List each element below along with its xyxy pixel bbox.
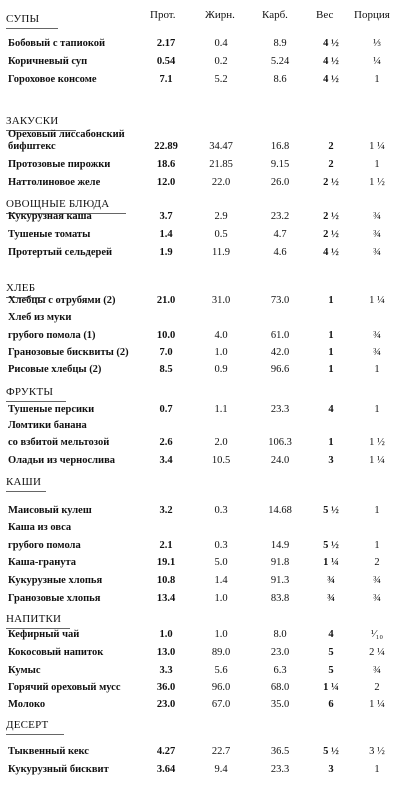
fat-value: 96.0	[211, 682, 231, 693]
fat-value: 1.1	[214, 404, 228, 415]
carbs-value: 61.0	[270, 330, 290, 341]
food-name: Тыквенный кекс	[8, 746, 89, 757]
portion-value: ¾	[373, 247, 381, 258]
table-row	[0, 454, 401, 468]
protein-value: 8.5	[159, 364, 173, 375]
weight-value: 2	[328, 159, 334, 170]
protein-value: 1.0	[159, 629, 173, 640]
fat-value: 1.4	[214, 575, 228, 586]
fat-value: 2.9	[214, 211, 228, 222]
food-name: Кукурузный бисквит	[8, 764, 109, 775]
fat-value: 2.0	[214, 437, 228, 448]
carbs-value: 8.6	[273, 74, 287, 85]
weight-value: 2	[328, 141, 334, 152]
food-name: Хлеб из муки	[8, 312, 72, 323]
table-row	[0, 592, 401, 606]
protein-value: 13.4	[156, 593, 176, 604]
carbs-value: 23.3	[270, 404, 290, 415]
table-row	[0, 664, 401, 678]
portion-value: 1	[374, 404, 380, 415]
section-title: СУПЫ	[6, 13, 40, 25]
portion-value: ¾	[373, 665, 381, 676]
weight-value: 1	[328, 364, 334, 375]
fat-value: 0.9	[214, 364, 228, 375]
carbs-value: 4.6	[273, 247, 287, 258]
weight-value: 5 ½	[323, 746, 339, 757]
food-name: Кукурузные хлопья	[8, 575, 103, 586]
weight-value: ¾	[327, 593, 335, 604]
protein-value: 10.8	[156, 575, 176, 586]
food-name: Гранозовые хлопья	[8, 593, 101, 604]
weight-value: 1	[328, 330, 334, 341]
weight-value: 2 ½	[323, 211, 339, 222]
portion-value: 1 ¼	[369, 699, 385, 710]
section-title: ДЕСЕРТ	[6, 719, 49, 731]
food-name: Протертый сельдерей	[8, 247, 113, 258]
fat-value: 22.7	[211, 746, 231, 757]
protein-value: 7.1	[159, 74, 173, 85]
table-row	[0, 329, 401, 343]
table-row	[0, 646, 401, 660]
section-title: ФРУКТЫ	[6, 386, 54, 398]
weight-value: 1	[328, 347, 334, 358]
carbs-value: 73.0	[270, 295, 290, 306]
portion-value: 1	[374, 364, 380, 375]
carbs-value: 14.68	[268, 505, 292, 516]
section-title: НАПИТКИ	[6, 613, 62, 625]
portion-value: ¾	[373, 593, 381, 604]
weight-value: 6	[328, 699, 334, 710]
fat-value: 11.9	[212, 247, 230, 258]
protein-value: 13.0	[156, 647, 176, 658]
food-name: Кокосовый напиток	[8, 647, 104, 658]
protein-value: 3.4	[159, 455, 173, 466]
column-header-portion: Порция	[354, 9, 390, 21]
portion-value: 1	[374, 764, 380, 775]
carbs-value: 96.6	[270, 364, 290, 375]
food-name: Бобовый с тапиокой	[8, 38, 106, 49]
section-title: КАШИ	[6, 476, 42, 488]
protein-value: 3.7	[159, 211, 173, 222]
food-name: Наттолиновое желе	[8, 177, 101, 188]
column-header-protein: Прот.	[150, 9, 176, 21]
table-row	[0, 681, 401, 695]
portion-value: 1 ½	[369, 177, 385, 188]
weight-value: 1 ¼	[323, 682, 339, 693]
carbs-value: 5.24	[270, 56, 290, 67]
table-row	[0, 745, 401, 759]
food-name: Гранозовые бисквиты (2)	[8, 347, 129, 358]
food-name: грубого помола (1)	[8, 330, 96, 341]
food-name: Протозовые пирожки	[8, 159, 111, 170]
weight-value: 4 ½	[323, 74, 339, 85]
portion-value: 1 ½	[369, 437, 385, 448]
table-row	[0, 73, 401, 87]
food-name: Оладьи из чернослива	[8, 455, 115, 466]
portion-value: 2	[374, 557, 380, 568]
carbs-value: 23.3	[270, 764, 290, 775]
carbs-value: 8.9	[273, 38, 287, 49]
table-row	[0, 698, 401, 712]
protein-value: 12.0	[156, 177, 176, 188]
protein-value: 0.54	[156, 56, 176, 67]
fat-value: 5.0	[214, 557, 228, 568]
portion-value: 3 ½	[369, 746, 385, 757]
protein-value: 18.6	[156, 159, 176, 170]
carbs-value: 16.8	[270, 141, 290, 152]
weight-value: 1	[328, 437, 334, 448]
table-row	[0, 37, 401, 51]
portion-value: 1 ¼	[369, 141, 385, 152]
column-header-carbs: Карб.	[262, 9, 288, 21]
carbs-value: 35.0	[270, 699, 290, 710]
table-row	[0, 55, 401, 69]
fat-value: 31.0	[211, 295, 231, 306]
table-row	[0, 140, 401, 154]
portion-value: ¼	[373, 56, 381, 67]
table-row	[0, 521, 401, 535]
food-name: Горячий ореховый мусс	[8, 682, 121, 693]
protein-value: 2.1	[159, 540, 173, 551]
weight-value: 4	[328, 629, 334, 640]
food-name: Тушеные томаты	[8, 229, 91, 240]
weight-value: 2 ½	[323, 229, 339, 240]
carbs-value: 24.0	[270, 455, 290, 466]
food-name: Кумыс	[8, 665, 41, 676]
protein-value: 23.0	[156, 699, 176, 710]
table-row	[0, 628, 401, 642]
portion-value: 1	[374, 540, 380, 551]
carbs-value: 68.0	[270, 682, 290, 693]
weight-value: 4 ½	[323, 56, 339, 67]
table-row	[0, 504, 401, 518]
food-name: Ореховый лиссабонский	[8, 129, 125, 140]
carbs-value: 42.0	[270, 347, 290, 358]
portion-value: 1	[374, 505, 380, 516]
fat-value: 22.0	[211, 177, 231, 188]
carbs-value: 8.0	[273, 629, 287, 640]
table-row	[0, 210, 401, 224]
portion-value: ¾	[373, 575, 381, 586]
table-row	[0, 539, 401, 553]
portion-value: ¾	[373, 229, 381, 240]
fat-value: 21.85	[209, 159, 233, 170]
portion-value: ⅓	[373, 38, 381, 49]
weight-value: 5	[328, 647, 334, 658]
fat-value: 0.2	[214, 56, 228, 67]
carbs-value: 4.7	[273, 229, 287, 240]
food-name: Коричневый суп	[8, 56, 88, 67]
portion-value: 1 ¼	[369, 455, 385, 466]
weight-value: 4	[328, 404, 334, 415]
carbs-value: 91.8	[270, 557, 290, 568]
food-name: Тушеные персики	[8, 404, 95, 415]
table-row	[0, 158, 401, 172]
food-name: Каша-гранута	[8, 557, 77, 568]
weight-value: 1	[328, 295, 334, 306]
food-name: грубого помола	[8, 540, 81, 551]
food-name: Маисовый кулеш	[8, 505, 92, 516]
column-header-fat: Жирн.	[205, 9, 235, 21]
protein-value: 4.27	[156, 746, 176, 757]
fat-value: 0.3	[214, 540, 228, 551]
table-row	[0, 419, 401, 433]
carbs-value: 9.15	[270, 159, 290, 170]
table-row	[0, 363, 401, 377]
table-row	[0, 176, 401, 190]
fat-value: 9.4	[214, 764, 228, 775]
weight-value: 4 ½	[323, 247, 339, 258]
portion-value: 2	[374, 682, 380, 693]
carbs-value: 6.3	[273, 665, 287, 676]
weight-value: 2 ½	[323, 177, 339, 188]
table-row	[0, 311, 401, 325]
food-name: бифштекс	[8, 141, 56, 152]
carbs-value: 23.2	[270, 211, 290, 222]
weight-value: 5 ½	[323, 505, 339, 516]
fat-value: 1.0	[214, 347, 228, 358]
weight-value: 3	[328, 455, 334, 466]
fat-value: 89.0	[211, 647, 231, 658]
food-name: Каша из овса	[8, 522, 72, 533]
protein-value: 0.7	[159, 404, 173, 415]
protein-value: 3.64	[156, 764, 176, 775]
protein-value: 36.0	[156, 682, 176, 693]
protein-value: 10.0	[156, 330, 176, 341]
fat-value: 0.5	[214, 229, 228, 240]
portion-value: 1	[374, 159, 380, 170]
carbs-value: 36.5	[270, 746, 290, 757]
carbs-value: 83.8	[270, 593, 290, 604]
column-header-weight: Вес	[316, 9, 334, 21]
portion-value: ¾	[373, 347, 381, 358]
table-row	[0, 346, 401, 360]
portion-value: ¾	[373, 330, 381, 341]
fat-value: 10.5	[211, 455, 231, 466]
protein-value: 2.6	[159, 437, 173, 448]
food-name: Хлебцы с отрубями (2)	[8, 295, 116, 306]
section-title: ОВОЩНЫЕ БЛЮДА	[6, 198, 110, 210]
portion-value: ¾	[373, 211, 381, 222]
food-name: Кукурузная каша	[8, 211, 92, 222]
table-row	[0, 763, 401, 777]
protein-value: 22.89	[154, 141, 178, 152]
section-title-underline	[6, 28, 58, 29]
fat-value: 1.0	[214, 629, 228, 640]
carbs-value: 14.9	[270, 540, 290, 551]
protein-value: 3.2	[159, 505, 173, 516]
protein-value: 19.1	[156, 557, 176, 568]
weight-value: 5	[328, 665, 334, 676]
carbs-value: 106.3	[268, 437, 292, 448]
protein-value: 3.3	[159, 665, 173, 676]
protein-value: 2.17	[156, 38, 176, 49]
section-title: ХЛЕБ	[6, 282, 36, 294]
table-row	[0, 436, 401, 450]
weight-value: 4 ½	[323, 38, 339, 49]
food-name: Молоко	[8, 699, 46, 710]
carbs-value: 91.3	[270, 575, 290, 586]
weight-value: 1 ¼	[323, 557, 339, 568]
fat-value: 34.47	[209, 141, 233, 152]
fat-value: 4.0	[214, 330, 228, 341]
portion-value: 1 ¼	[369, 295, 385, 306]
fat-value: 5.6	[214, 665, 228, 676]
portion-value: 2 ¼	[369, 647, 385, 658]
table-row	[0, 556, 401, 570]
weight-value: 5 ½	[323, 540, 339, 551]
table-row	[0, 403, 401, 417]
food-name: Рисовые хлебцы (2)	[8, 364, 102, 375]
fat-value: 0.3	[214, 505, 228, 516]
section-title-underline	[6, 734, 64, 735]
food-name: со взбитой мельтозой	[8, 437, 110, 448]
fat-value: 0.4	[214, 38, 228, 49]
protein-value: 21.0	[156, 295, 176, 306]
table-row	[0, 246, 401, 260]
table-row	[0, 294, 401, 308]
carbs-value: 23.0	[270, 647, 290, 658]
portion-value: 1	[374, 74, 380, 85]
food-name: Гороховое консоме	[8, 74, 97, 85]
section-title-underline	[6, 401, 66, 402]
food-name: Ломтики банана	[8, 420, 87, 431]
fat-value: 5.2	[214, 74, 228, 85]
protein-value: 7.0	[159, 347, 173, 358]
table-row	[0, 574, 401, 588]
section-title-underline	[6, 491, 46, 492]
table-row	[0, 228, 401, 242]
weight-value: ¾	[327, 575, 335, 586]
weight-value: 3	[328, 764, 334, 775]
fat-value: 1.0	[214, 593, 228, 604]
food-name: Кефирный чай	[8, 629, 80, 640]
protein-value: 1.4	[159, 229, 173, 240]
section-title: ЗАКУСКИ	[6, 115, 59, 127]
portion-value: ¹⁄₁₀	[370, 629, 384, 640]
fat-value: 67.0	[211, 699, 231, 710]
carbs-value: 26.0	[270, 177, 290, 188]
protein-value: 1.9	[159, 247, 173, 258]
